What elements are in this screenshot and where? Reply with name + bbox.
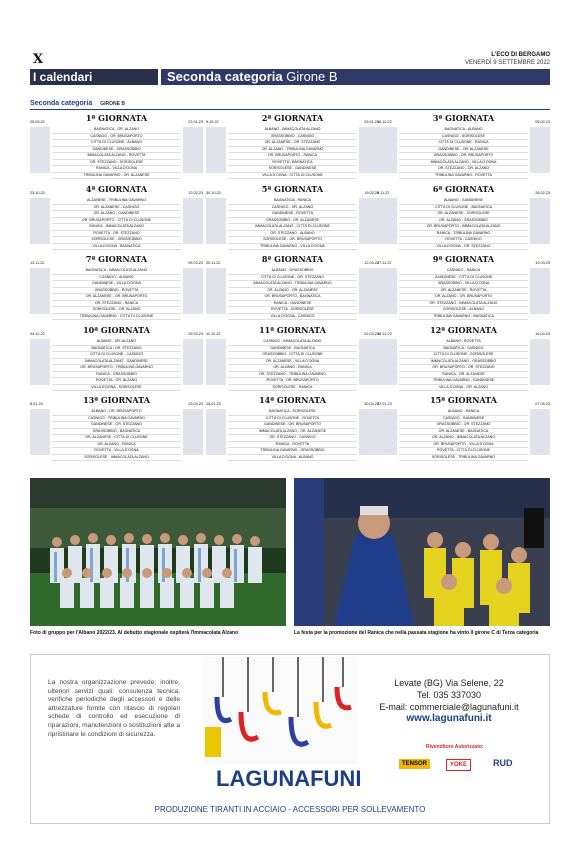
match-row: CITTÀ DI CLUSONE - ALBANO: [52, 140, 181, 147]
match-row: ROVETTA - CITTÀ DI CLUSONE: [399, 448, 528, 455]
match-row: OR. ALZANO - IMMACOLATA ALZANO: [399, 435, 528, 442]
match-row: ALBANO - IMMACOLATA ALZANO: [228, 127, 357, 134]
match-list: [399, 409, 528, 461]
match-row: GRASSOBBIO - ROVETTA: [52, 288, 181, 295]
round-shade-right: [530, 127, 550, 173]
round-date-first: 6.11.22: [377, 191, 390, 195]
match-row: VILLA D'OGNA - BAGNATICA: [52, 244, 181, 251]
match-row: BAGNATICA - SORISOLESE: [228, 409, 357, 416]
round-title: 6ª GIORNATA: [432, 184, 495, 194]
match-row: SORISOLESE - IMMACOLATA ALZANO: [52, 455, 181, 462]
match-row: OR. ALZANESE - SORISOLESE: [399, 211, 528, 218]
newspaper-masthead: [465, 52, 550, 68]
ad-tagline: PRODUZIONE TIRANTI IN ACCIAIO - ACCESSORI PER SOLLEVAMENTO: [154, 805, 426, 814]
contact-info: [379, 677, 519, 725]
match-row: VILLA D'OGNA - CASNIGO: [228, 314, 357, 321]
match-row: ROVETTA - BAGNATICA: [228, 160, 357, 167]
match-row: CITTÀ DI CLUSONE - OR. STEZZANO: [228, 275, 357, 282]
round-title: 13ª GIORNATA: [83, 395, 150, 405]
match-row: CITTÀ DI CLUSONE - ROVETTA: [228, 416, 357, 423]
match-list: [399, 198, 528, 250]
round-shade-left: [377, 198, 397, 244]
round-date-first: 16.10.22: [377, 120, 392, 124]
match-row: OR. ALZANESE - CITTÀ DI CLUSONE: [52, 435, 181, 442]
match-row: OR. ALZANESE - OR. STEZZANO: [228, 140, 357, 147]
round-block: [377, 325, 550, 389]
match-row: RANICA - OR. ALZANESE: [399, 372, 528, 379]
round-shade-left: [30, 268, 50, 314]
match-list: [228, 339, 357, 391]
page-title: Seconda categoria: [167, 69, 283, 84]
match-row: SORISOLESE - GANDINESE: [228, 166, 357, 173]
section-title: [30, 100, 125, 107]
round-date-first: 8.01.23: [30, 402, 43, 406]
round-date-first: 30.10.22: [206, 191, 221, 195]
round-title: 4ª GIORNATA: [85, 184, 148, 194]
round-date-return: 05.02.23: [535, 120, 550, 124]
round-shade-left: [30, 198, 50, 244]
reseller-label: Rivenditore Autorizzato:: [426, 744, 484, 750]
match-list: [228, 409, 357, 461]
match-row: OR. ALZANO - RANICA: [228, 365, 357, 372]
round-shade-left: [206, 127, 226, 173]
round-title: 2ª GIORNATA: [261, 113, 324, 123]
match-row: OR. BRUSAPORTO - BAGNATICA: [228, 294, 357, 301]
round-shade-right: [359, 409, 379, 455]
round-date-first: 22.01.23: [377, 402, 392, 406]
match-row: GRASSOBBIO - OR. BRUSAPORTO: [399, 153, 528, 160]
match-row: GANDINESE - BAGNATICA: [228, 346, 357, 353]
match-row: CASNIGO - GANDINESE: [399, 416, 528, 423]
round-date-first: 27.11.22: [377, 261, 392, 265]
email: E-mail: commerciale@lagunafuni.it: [379, 702, 519, 712]
match-row: SORISOLESE - TRIBULINA GAVARNO: [399, 455, 528, 462]
match-row: CITTÀ DI CLUSONE - CASNIGO: [52, 352, 181, 359]
page-letter: X: [33, 52, 44, 67]
match-row: CASNIGO - SORISOLESE: [399, 134, 528, 141]
match-row: SORISOLESE - OR. ALZANO: [52, 307, 181, 314]
match-row: TRIBULINA GAVARNO - VILLA D'OGNA: [228, 244, 357, 251]
match-row: IMMACOLATA ALZANO - ROVETTA: [52, 153, 181, 160]
round-block: [377, 113, 550, 177]
round-shade-right: [183, 339, 203, 385]
round-block: [30, 184, 203, 248]
match-row: SORISOLESE - ALBANO: [399, 307, 528, 314]
match-row: CASNIGO - RANICA: [399, 268, 528, 275]
round-date-return: 30.04.23: [364, 402, 379, 406]
match-row: GRASSOBBIO - OR. ALZANESE: [228, 218, 357, 225]
section-divider: [30, 109, 550, 110]
round-date-return: 29.01.23: [364, 120, 379, 124]
match-row: CASNIGO - TRIBULINA GAVARNO: [52, 416, 181, 423]
match-row: TRIBULINA GAVARNO - CITTÀ DI CLUSONE: [52, 314, 181, 321]
round-block: [30, 113, 203, 177]
match-row: SORISOLESE - GRASSOBBIO: [52, 237, 181, 244]
match-row: RANICA - GRASSOBBIO: [52, 372, 181, 379]
round-block: [206, 254, 379, 318]
match-row: OR. STEZZANO - CASNIGO: [228, 435, 357, 442]
round-shade-left: [206, 268, 226, 314]
round-shade-left: [377, 409, 397, 455]
round-shade-left: [206, 339, 226, 385]
round-block: [377, 254, 550, 318]
match-list: [228, 127, 357, 179]
newspaper-name: L'ECO DI BERGAMO: [491, 52, 550, 58]
match-row: SORISOLESE - RANICA: [228, 385, 357, 392]
match-row: OR. ALZANESE - OR. BRUSAPORTO: [52, 294, 181, 301]
match-row: OR. BRUSAPORTO - VILLA D'OGNA: [399, 442, 528, 449]
tensor-logo: TENSOR: [399, 759, 430, 769]
round-date-return: 26.03.23: [188, 332, 203, 336]
match-row: CASNIGO - IMMACOLATA ALZANO: [228, 339, 357, 346]
round-block: [206, 395, 379, 459]
match-row: ROVETTA - CASNIGO: [399, 237, 528, 244]
round-shade-right: [183, 409, 203, 455]
round-date-return: 22.01.23: [188, 120, 203, 124]
round-shade-left: [377, 127, 397, 173]
round-shade-right: [530, 268, 550, 314]
advertisement: [30, 654, 550, 824]
match-row: GANDINESE - OR. BRUSAPORTO: [228, 422, 357, 429]
lifting-hooks-illustration: [203, 657, 357, 764]
round-shade-right: [183, 198, 203, 244]
match-row: GANDINESE - CITTÀ DI CLUSONE: [399, 275, 528, 282]
round-date-return: 23.04.23: [188, 402, 203, 406]
match-row: VILLA D'OGNA - OR. STEZZANO: [399, 244, 528, 251]
round-title: 7ª GIORNATA: [85, 254, 148, 264]
round-date-first: 13.11.22: [30, 261, 45, 265]
match-row: GANDINESE - OR. ALZANESE: [399, 147, 528, 154]
round-shade-left: [30, 339, 50, 385]
match-row: RANICA - ROVETTA: [228, 442, 357, 449]
brand-logo: LAGUNAFUNI: [216, 766, 362, 791]
match-row: BAGNATICA - IMMACOLATA ALZANO: [52, 268, 181, 275]
round-title: 12ª GIORNATA: [430, 325, 497, 335]
round-shade-left: [206, 198, 226, 244]
round-shade-left: [377, 339, 397, 385]
match-row: GRASSOBBIO - CITTÀ DI CLUSONE: [228, 352, 357, 359]
section-category: Seconda categoria: [30, 100, 93, 107]
match-row: VILLA D'OGNA - CITTÀ DI CLUSONE: [228, 173, 357, 180]
round-shade-right: [359, 198, 379, 244]
round-title: 15ª GIORNATA: [430, 395, 497, 405]
round-title: 1ª GIORNATA: [85, 113, 148, 123]
round-title: 9ª GIORNATA: [432, 254, 495, 264]
match-row: OR. ALZANO - GRASSOBBIO: [399, 218, 528, 225]
round-title: 14ª GIORNATA: [259, 395, 326, 405]
round-date-return: 12.03.23: [364, 261, 379, 265]
round-date-first: 9.10.22: [206, 120, 219, 124]
match-row: OR. ALZANO - OR. ALZANESE: [228, 288, 357, 295]
round-block: [206, 325, 379, 389]
match-row: OR. ALZANESE - BAGNATICA: [399, 429, 528, 436]
ad-description: La nostra organizzazione prevede, inoltre, ulteriori servizi quali: consulenza tecnica, verifiche periodiche degli accessori e delle attrezzature fornite con rilascio di regolari schede di controllo ed esecuzione di riparazioni, manutenzioni o sostituzioni atte a ripristinare le condizioni di sicurezza.: [48, 679, 180, 738]
round-block: [377, 184, 550, 248]
page-group: Girone B: [286, 69, 338, 84]
round-date-first: 18.12.22: [377, 332, 392, 336]
match-row: IMMACOLATA ALZANO - GANDINESE: [52, 359, 181, 366]
match-row: ALBANO - GRASSOBBIO: [228, 268, 357, 275]
match-row: GRASSOBBIO - BAGNATICA: [52, 429, 181, 436]
round-date-return: 16.04.23: [535, 332, 550, 336]
round-date-return: 02.04.23: [364, 332, 379, 336]
match-row: OR. STEZZANO - IMMACOLATA ALZANO: [399, 301, 528, 308]
match-row: OR. BRUSAPORTO - CITTÀ DI CLUSONE: [52, 218, 181, 225]
match-row: BAGNATICA - OR. ALZANO: [52, 127, 181, 134]
match-row: IMMACOLATA ALZANO - TRIBULINA GAVARNO: [228, 281, 357, 288]
rud-logo: RUD: [493, 758, 513, 768]
phone: Tel. 035 337030: [416, 690, 482, 700]
round-title: 5ª GIORNATA: [261, 184, 324, 194]
page-title-band: [161, 69, 550, 85]
round-title: 11ª GIORNATA: [259, 325, 326, 335]
match-list: [228, 198, 357, 250]
match-row: RANICA - TRIBULINA GAVARNO: [399, 231, 528, 238]
match-row: VILLA D'OGNA - ALBANO: [228, 455, 357, 462]
match-list: [52, 268, 181, 320]
match-row: OR. ALZANESE - ROVETTA: [399, 288, 528, 295]
match-row: OR. ALZANO - OR. BRUSAPORTO: [399, 294, 528, 301]
match-list: [52, 198, 181, 250]
round-date-first: 20.11.22: [206, 261, 221, 265]
match-row: ROVETTA - OR. STEZZANO: [52, 231, 181, 238]
match-row: CITTÀ DI CLUSONE - BAGNATICA: [399, 205, 528, 212]
match-row: OR. BRUSAPORTO - IMMACOLATA ALZANO: [399, 224, 528, 231]
match-row: OR. BRUSAPORTO - RANICA: [228, 153, 357, 160]
round-shade-right: [530, 198, 550, 244]
match-row: TRIBULINA GAVARNO - ROVETTA: [399, 173, 528, 180]
match-row: OR. STEZZANO - RANICA: [52, 301, 181, 308]
match-row: TRIBULINA GAVARNO - GANDINESE: [399, 378, 528, 385]
round-date-return: 26.02.23: [535, 191, 550, 195]
issue-date: VENERDÌ 9 SETTEMBRE 2022: [464, 59, 550, 66]
round-block: [30, 395, 203, 459]
match-list: [52, 339, 181, 391]
match-row: OR. ALZANO - GANDINESE: [52, 211, 181, 218]
round-date-first: 25.09.22: [30, 120, 45, 124]
match-row: IMMACOLATA ALZANO - CITTÀ DI CLUSONE: [228, 224, 357, 231]
match-list: [52, 409, 181, 461]
round-date-first: 04.12.22: [30, 332, 45, 336]
match-row: CASNIGO - ALBANO: [52, 275, 181, 282]
match-row: RANICA - IMMACOLATA ALZANO: [52, 224, 181, 231]
match-row: GRASSOBBIO - VILLA D'OGNA: [399, 281, 528, 288]
match-row: RANICA - GANDINESE: [228, 301, 357, 308]
match-row: BAGNATICA - ALBANO: [399, 127, 528, 134]
round-shade-right: [530, 339, 550, 385]
match-row: TRIBULINA GAVARNO - OR. ALZANESE: [52, 173, 181, 180]
round-shade-left: [30, 409, 50, 455]
match-row: SORISOLESE - OR. BRUSAPORTO: [228, 237, 357, 244]
team-photo-ranica: [294, 478, 550, 626]
match-row: CASNIGO - OR. BRUSAPORTO: [52, 134, 181, 141]
match-row: OR. STEZZANO - TRIBULINA GAVARNO: [228, 372, 357, 379]
round-date-return: 05.03.23: [188, 261, 203, 265]
address: Levate (BG) Via Selene, 22: [394, 678, 504, 688]
match-row: OR. ALZANO - TRIBULINA GAVARNO: [228, 147, 357, 154]
round-shade-right: [359, 127, 379, 173]
round-block: [30, 325, 203, 389]
match-row: TRIBULINA GAVARNO - BAGNATICA: [399, 314, 528, 321]
website-link[interactable]: www.lagunafuni.it: [406, 713, 492, 724]
round-block: [206, 113, 379, 177]
match-row: GANDINESE - ROVETTA: [228, 211, 357, 218]
yoke-logo: YOKE: [446, 759, 471, 771]
match-list: [228, 268, 357, 320]
match-list: [52, 127, 181, 179]
match-row: CITTÀ DI CLUSONE - SORISOLESE: [399, 352, 528, 359]
round-shade-right: [183, 127, 203, 173]
match-row: GANDINESE - GRASSOBBIO: [52, 147, 181, 154]
match-row: OR. ALZANO - RANICA: [52, 442, 181, 449]
round-date-first: 15.01.23: [206, 402, 221, 406]
match-row: ROVETTA - OR. ALZANO: [52, 378, 181, 385]
match-list: [399, 127, 528, 179]
match-row: OR. ALZANESE - VILLA D'OGNA: [228, 359, 357, 366]
round-shade-right: [359, 339, 379, 385]
match-row: OR. STEZZANO - SORISOLESE: [52, 160, 181, 167]
round-shade-left: [377, 268, 397, 314]
match-row: ALZANESE - TRIBULINA GAVARNO: [52, 198, 181, 205]
round-shade-right: [359, 268, 379, 314]
match-row: BAGNATICA - RANICA: [228, 198, 357, 205]
match-list: [399, 339, 528, 391]
match-row: ALBANO - OR. ALZANO: [52, 339, 181, 346]
match-row: OR. STEZZANO - ALBANO: [228, 231, 357, 238]
match-row: ALBANO - RANICA: [399, 409, 528, 416]
match-row: GANDINESE - OR. STEZZANO: [52, 422, 181, 429]
round-date-return: 19.03.23: [535, 261, 550, 265]
round-shade-right: [530, 409, 550, 455]
round-date-return: 19.02.23: [364, 191, 379, 195]
match-row: ALBANO - OR. BRUSAPORTO: [52, 409, 181, 416]
match-row: CASNIGO - OR. ALZANO: [228, 205, 357, 212]
match-row: OR. STEZZANO - OR. ALZANO: [399, 166, 528, 173]
round-block: [30, 254, 203, 318]
round-title: 8ª GIORNATA: [261, 254, 324, 264]
round-date-first: 23.10.22: [30, 191, 45, 195]
round-title: 10ª GIORNATA: [83, 325, 150, 335]
match-row: VILLA D'OGNA - OR. ALZANO: [399, 385, 528, 392]
section-band: I calendari: [30, 69, 158, 85]
team-photo-albano: [30, 478, 286, 626]
section-group: GIRONE B: [100, 101, 125, 107]
round-shade-right: [183, 268, 203, 314]
match-row: OR. BRUSAPORTO - OR. STEZZANO: [399, 365, 528, 372]
round-date-first: 11.12.22: [206, 332, 221, 336]
match-row: VILLA D'OGNA - SORISOLESE: [52, 385, 181, 392]
match-row: BAGNATICA - CASNIGO: [399, 346, 528, 353]
match-row: OR. BRUSAPORTO - TRIBULINA GAVARNO: [52, 365, 181, 372]
match-row: GANDINESE - VILLA D'OGNA: [52, 281, 181, 288]
match-row: ROVETTA - SORISOLESE: [228, 307, 357, 314]
match-row: IMMACOLATA ALZANO - GRASSOBBIO: [399, 359, 528, 366]
round-date-return: 07.05.23: [535, 402, 550, 406]
round-block: [377, 395, 550, 459]
match-row: ALBANO - GANDINESE: [399, 198, 528, 205]
round-date-return: 12.02.23: [188, 191, 203, 195]
photo-caption-right: La festa per la promozione del Ranica che nella passata stagione ha vinto il girone C di Terza categoria: [294, 630, 539, 636]
round-shade-left: [30, 127, 50, 173]
round-shade-left: [206, 409, 226, 455]
match-row: BAGNATICA - OR. STEZZANO: [52, 346, 181, 353]
round-block: [206, 184, 379, 248]
match-row: IMMACOLATA ALZANO - OR. ALZANESE: [228, 429, 357, 436]
round-title: 3ª GIORNATA: [432, 113, 495, 123]
match-row: CITTÀ DI CLUSONE - RANICA: [399, 140, 528, 147]
match-row: OR. ALZANESE - CASNIGO: [52, 205, 181, 212]
match-row: GRASSOBBIO - OR. STEZZANO: [399, 422, 528, 429]
photo-caption-left: Foto di gruppo per l'Albano 2022/23. Al debutto stagionale ospiterà l'Immacolata Alzano: [30, 630, 239, 636]
match-row: ROVETTA - VILLA D'OGNA: [52, 448, 181, 455]
match-row: RANICA - VILLA D'OGNA: [52, 166, 181, 173]
match-row: GRASSOBBIO - CASNIGO: [228, 134, 357, 141]
match-row: ROVETTA - OR. BRUSAPORTO: [228, 378, 357, 385]
match-row: IMMACOLATA ALZANO - VILLA D'OGNA: [399, 160, 528, 167]
match-row: TRIBULINA GAVARNO - GRASSOBBIO: [228, 448, 357, 455]
match-row: ALBANO - ROVETTA: [399, 339, 528, 346]
match-list: [399, 268, 528, 320]
